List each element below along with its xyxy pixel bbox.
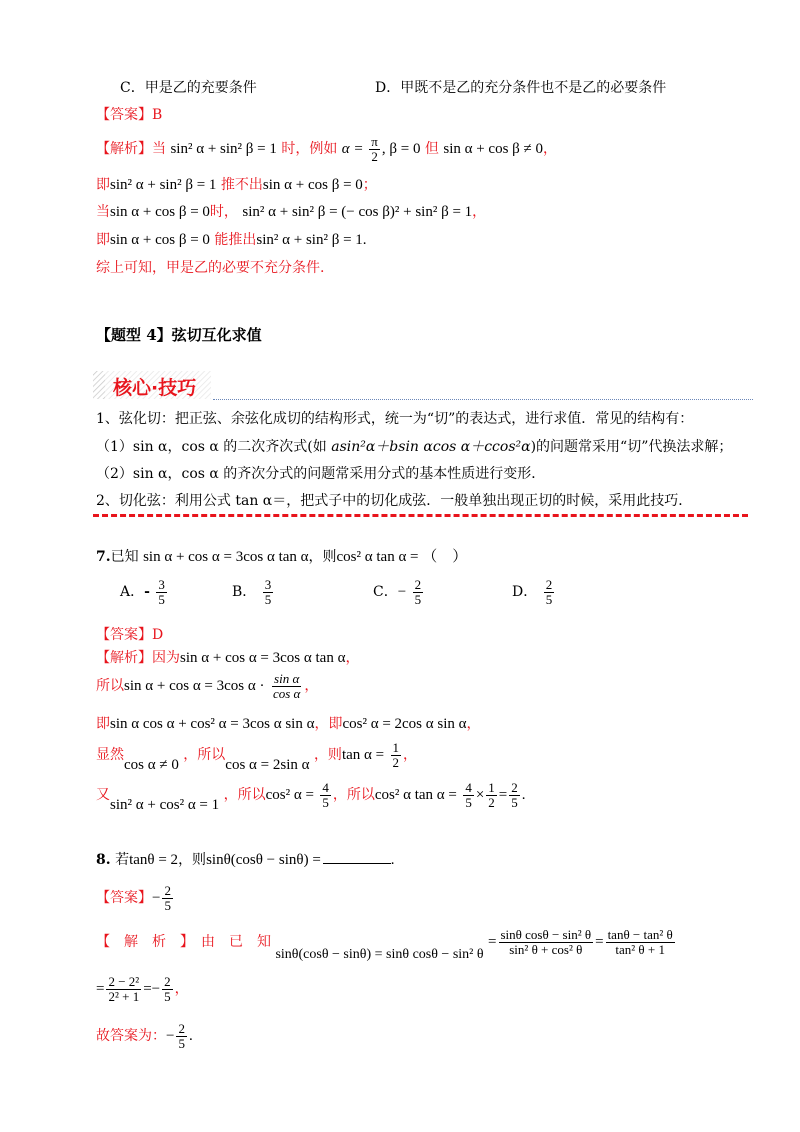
q7-option-d: D． $\frac{2}{5}$ (512, 577, 553, 607)
fraction: $\frac{2}{5}$ (164, 883, 171, 913)
question-number: 8. (96, 852, 111, 868)
answer-line (96, 107, 162, 124)
dash-divider (93, 514, 748, 517)
question-number: 7. (96, 549, 111, 565)
banner (93, 369, 213, 401)
q8-analysis-1: 【 解 析 】 由 已 知 sinθ(cosθ − sinθ) = sinθ cosθ − sin² θ = $\frac{\text{sinθ cosθ − sin² θ}}{\text{sin² θ + cos² θ}}$ = $\frac{\text{tanθ − tan² θ}}{\text{tan² θ + 1}}$ (96, 927, 673, 963)
fraction: $\frac{\text{sinθ cosθ − sin² θ}}{\text{sin² θ + cos² θ}}$ (500, 927, 592, 957)
tip-line-1: 1、弦化切：把正弦、余弦化成切的结构形式，统一为“切”的表达式，进行求值．常见的结构有： (96, 411, 694, 427)
tip-line-4: 2、切化弦：利用公式 tan α＝，把式子中的切化成弦．一般单独出现正切的时候，采用此技巧． (96, 493, 693, 509)
q7-analysis-5: 又sin² α + cos² α = 1 ，所以cos² α = $\frac{4}{5}$ ，所以cos² α tan α = $\frac{4}{5}$ × $\frac{1}{2}$ = $\frac{2}{5}$ . (96, 780, 526, 814)
q8-answer: 【答案】− $\frac{2}{5}$ (96, 883, 171, 913)
analysis-label: 【解析】 (96, 141, 152, 158)
q8-final: 故答案为：− $\frac{2}{5}$ . (96, 1021, 193, 1051)
fraction: $\frac{2}{5}$ (178, 1021, 185, 1051)
fraction: $\frac{2}{5}$ (511, 780, 518, 810)
fraction: $\frac{\pi}{2}$ (371, 134, 378, 164)
analysis-line-2: 即sin² α + sin² β = 1 推不出sin α + cos β = 0； (96, 177, 377, 193)
q8-analysis-2: = $\frac{\text{2 − 2²}}{\text{2² + 1}}$ =− $\frac{2}{5}$ ， (96, 974, 189, 1004)
fraction: $\frac{1}{2}$ (488, 780, 495, 810)
section-title: 【题型 4】弦切互化求值 (96, 326, 262, 344)
q7-analysis-3: 即sin α cos α + cos² α = 3cos α sin α，即cos² α = 2cos α sin α， (96, 716, 481, 732)
answer-value: B (152, 107, 163, 123)
fraction: $\frac{2}{5}$ (414, 577, 422, 607)
q7-analysis-1: 【解析】因为sin α + cos α = 3cos α tan α， (96, 650, 360, 666)
divider (213, 399, 753, 400)
fraction: $\frac{3}{5}$ (158, 577, 165, 607)
q7-analysis-4: 显然cos α ≠ 0 ，所以cos α = 2sin α ，则tan α = $\frac{1}{2}$ ， (96, 740, 418, 774)
answer-label: 【答案】 (96, 107, 152, 123)
q7-analysis-2: 所以sin α + cos α = 3cos α · $\frac{\text{sin α}}{\text{cos α}}$ ， (96, 671, 319, 701)
fraction: $\frac{3}{5}$ (264, 577, 272, 607)
q7-answer: 【答案】D (96, 627, 164, 643)
option-c: C．甲是乙的充要条件 (120, 80, 257, 96)
analysis-line-3: 当sin α + cos β = 0时， sin² α + sin² β = (− cos β)² + sin² β = 1， (96, 204, 487, 220)
fraction: $\frac{2}{5}$ (545, 577, 553, 607)
banner-title: 核心·技巧 (113, 377, 197, 399)
fraction: $\frac{4}{5}$ (465, 780, 472, 810)
fraction: $\frac{\text{tanθ − tan² θ}}{\text{tan² θ + 1}}$ (607, 927, 673, 957)
fraction: $\frac{2}{5}$ (164, 974, 171, 1004)
q7-option-a: A．- $\frac{3}{5}$ (120, 577, 165, 607)
fraction: $\frac{1}{2}$ (392, 740, 400, 770)
formula: sin² α + sin² β = 1 (170, 141, 277, 158)
option-d: D．甲既不是乙的充分条件也不是乙的必要条件 (375, 80, 667, 96)
fraction: $\frac{\text{sin α}}{\text{cos α}}$ (272, 671, 301, 701)
analysis-line-1: 【解析】当 sin² α + sin² β = 1 时，例如 α = $\frac{\pi}{2}$ , β = 0 但 sin α + cos β ≠ 0， (96, 134, 558, 164)
answer-blank (323, 863, 391, 864)
tip-line-3: （2）sin α，cos α 的齐次分式的问题常采用分式的基本性质进行变形． (96, 466, 546, 482)
fraction: $\frac{4}{5}$ (322, 780, 329, 810)
conclusion: 综上可知，甲是乙的必要不充分条件. (96, 260, 325, 276)
fraction: $\frac{\text{2 − 2²}}{\text{2² + 1}}$ (108, 974, 140, 1004)
q8-stem: 8. 若tanθ = 2，则sinθ(cosθ − sinθ) = . (96, 852, 395, 868)
q7-stem: 7.已知 sin α + cos α = 3cos α tan α，则cos² α tan α = （ ） (96, 549, 468, 565)
q7-option-b: B． $\frac{3}{5}$ (232, 577, 272, 607)
analysis-line-4: 即sin α + cos β = 0 能推出sin² α + sin² β = 1. (96, 232, 367, 248)
q7-option-c: C．− $\frac{2}{5}$ (373, 577, 422, 607)
tip-line-2: （1）sin α，cos α 的二次齐次式(如 asin²α＋bsin αcos α＋ccos²α)的问题常采用“切”代换法求解； (96, 439, 733, 455)
